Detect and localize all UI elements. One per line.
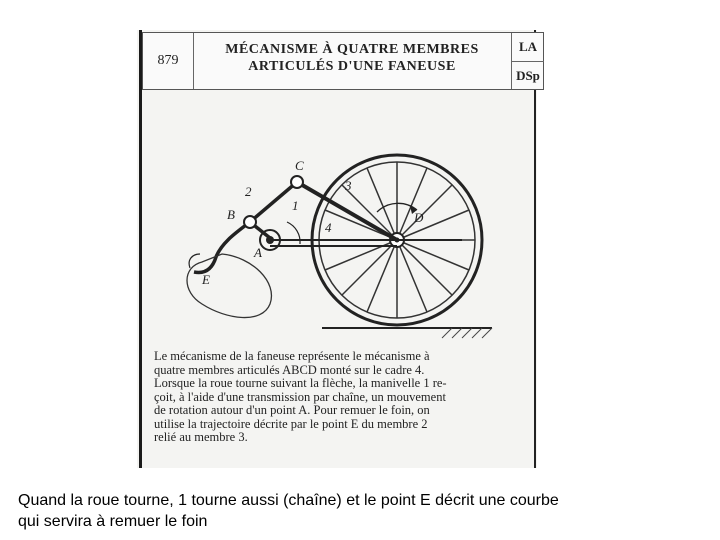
slide-line-1: Quand la roue tourne, 1 tourne aussi (chaîne) et le point E décrit une courbe [18, 492, 559, 509]
document-caption [154, 350, 524, 445]
caption-line: Le mécanisme de la faneuse représente le mécanisme à [154, 349, 430, 363]
label-d: D [414, 210, 424, 225]
page-edge-right [534, 30, 536, 468]
label-1: 1 [292, 198, 299, 213]
caption-line: Lorsque la roue tourne suivant la flèche, la manivelle 1 re- [154, 376, 447, 390]
label-4: 4 [325, 220, 332, 235]
joint-b [244, 216, 256, 228]
page-number: 879 [143, 33, 194, 89]
caption-line: utilise la trajectoire décrite par le point E du membre 2 [154, 416, 428, 431]
joint-c [291, 176, 303, 188]
document-header [142, 32, 544, 90]
slide-explanation [18, 490, 708, 532]
label-3: 3 [345, 178, 352, 193]
faneuse-diagram [142, 92, 534, 342]
label-2: 2 [245, 184, 252, 199]
caption-line: çoit, à l'aide d'une transmission par chaîne, un mouvement [154, 389, 446, 404]
header-corner [511, 33, 544, 89]
trajectory-e [187, 254, 271, 318]
document-title [193, 33, 511, 89]
title-line-1: MÉCANISME À QUATRE MEMBRES [225, 42, 479, 57]
caption-line: quatre membres articulés ABCD monté sur le cadre 4. [154, 362, 425, 377]
label-e: E [202, 272, 210, 287]
label-a: A [254, 245, 262, 260]
slide-line-2: qui servira à remuer le foin [18, 513, 208, 530]
frame-member-4 [270, 240, 462, 246]
label-b: B [227, 207, 235, 222]
label-c: C [295, 158, 304, 173]
corner-bottom: DSp [516, 68, 540, 83]
corner-top: LA [512, 33, 544, 62]
pivot-a [266, 236, 274, 244]
caption-line: de rotation autour d'un point A. Pour remuer le foin, on [154, 403, 430, 417]
title-line-2: ARTICULÉS D'UNE FANEUSE [248, 59, 456, 74]
caption-line: relié au membre 3. [154, 430, 248, 444]
ground-hatching [442, 328, 492, 338]
